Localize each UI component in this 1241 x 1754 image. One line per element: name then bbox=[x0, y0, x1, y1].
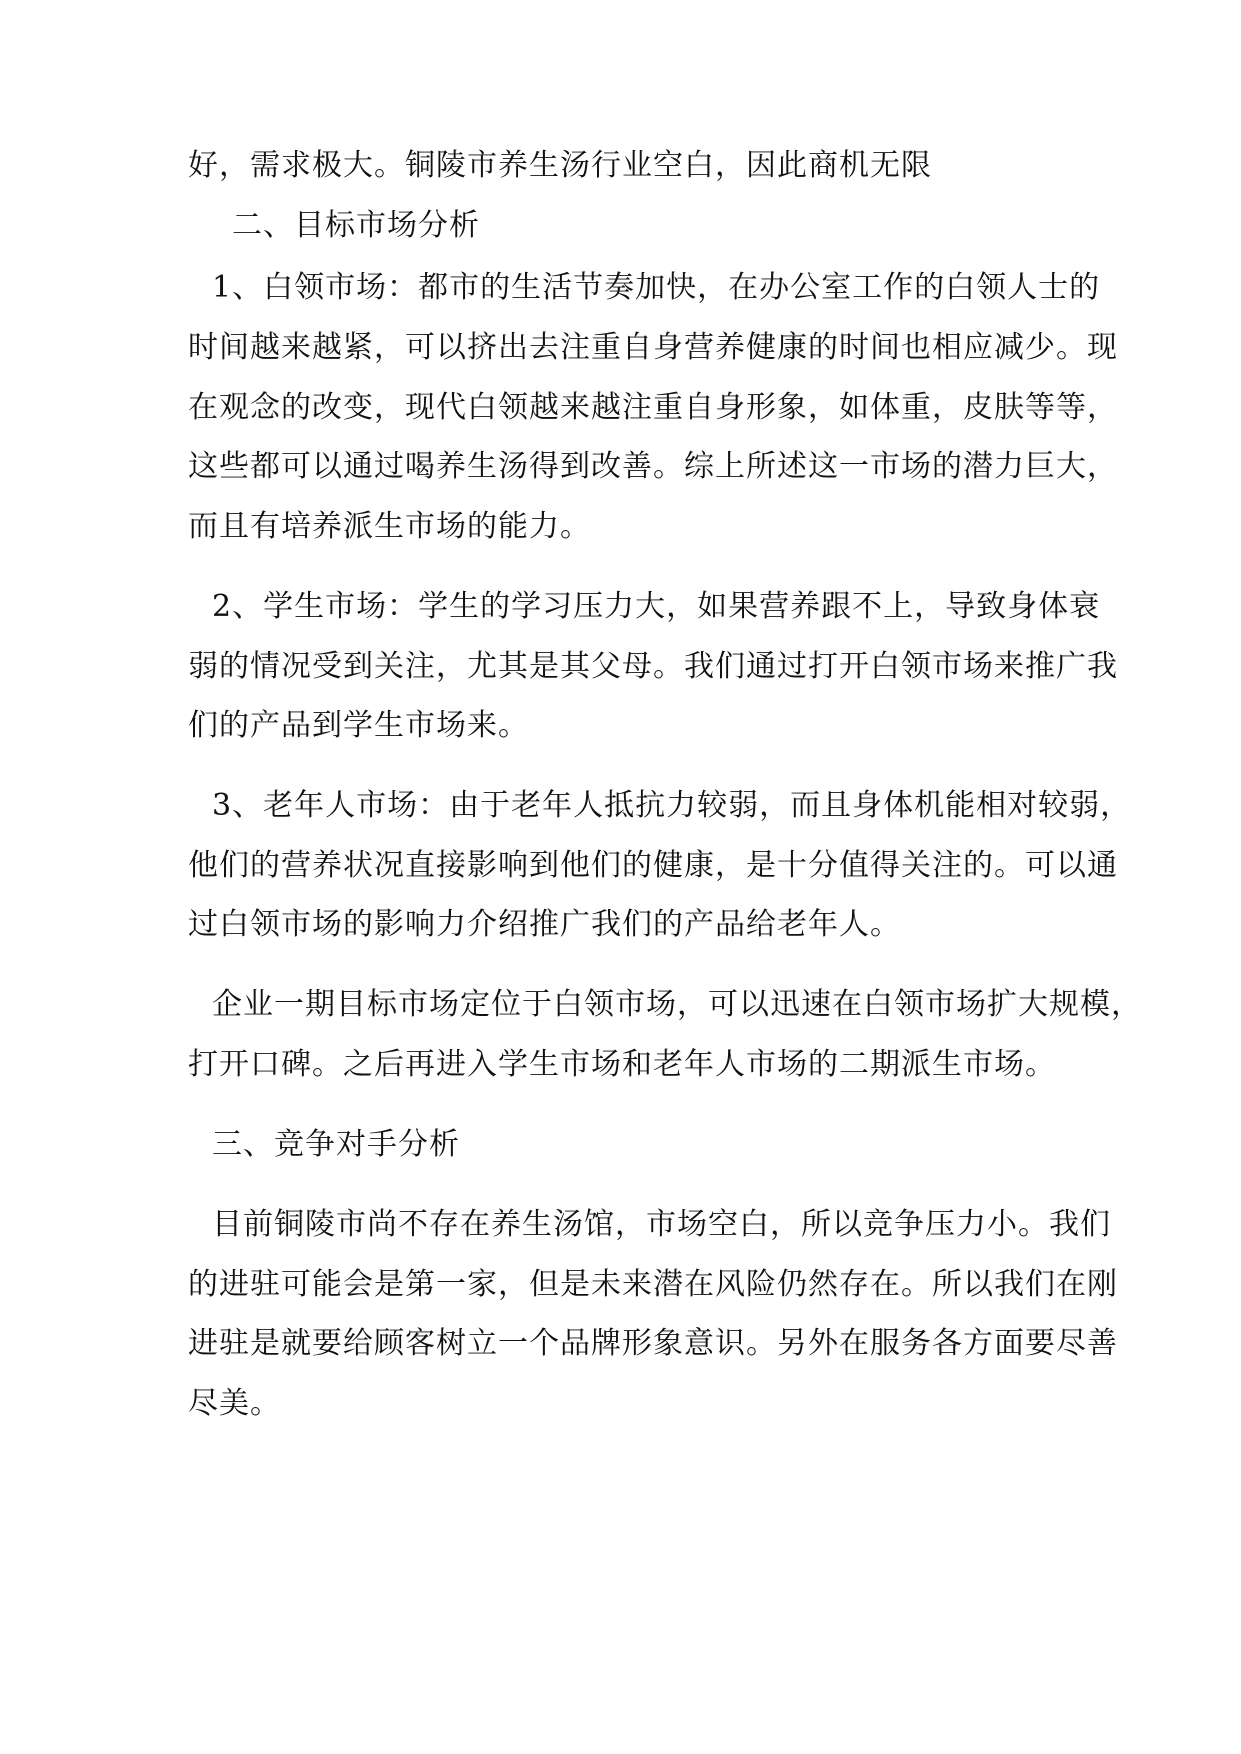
text-line-continuation: 好，需求极大。铜陵市养生汤行业空白，因此商机无限 bbox=[188, 148, 932, 183]
paragraph-line: 弱的情况受到关注，尤其是其父母。我们通过打开白领市场来推广我 bbox=[188, 649, 1118, 684]
section-heading-target-market: 二、目标市场分析 bbox=[232, 208, 480, 243]
paragraph-line: 1、白领市场：都市的生活节奏加快，在办公室工作的白领人士的 bbox=[212, 270, 1101, 305]
paragraph-line: 在观念的改变，现代白领越来越注重自身形象，如体重，皮肤等等， bbox=[188, 390, 1118, 425]
paragraph-line: 打开口碑。之后再进入学生市场和老年人市场的二期派生市场。 bbox=[188, 1047, 1056, 1082]
paragraph-line: 3、老年人市场：由于老年人抵抗力较弱，而且身体机能相对较弱， bbox=[212, 788, 1132, 823]
paragraph-line: 们的产品到学生市场来。 bbox=[188, 708, 529, 743]
paragraph-line: 这些都可以通过喝养生汤得到改善。综上所述这一市场的潜力巨大， bbox=[188, 449, 1118, 484]
paragraph-line: 目前铜陵市尚不存在养生汤馆，市场空白，所以竞争压力小。我们 bbox=[212, 1207, 1111, 1242]
paragraph-line: 企业一期目标市场定位于白领市场，可以迅速在白领市场扩大规模， bbox=[212, 987, 1142, 1022]
paragraph-line: 进驻是就要给顾客树立一个品牌形象意识。另外在服务各方面要尽善 bbox=[188, 1326, 1118, 1361]
paragraph-line: 的进驻可能会是第一家，但是未来潜在风险仍然存在。所以我们在刚 bbox=[188, 1267, 1118, 1302]
paragraph-line: 时间越来越紧，可以挤出去注重自身营养健康的时间也相应减少。现 bbox=[188, 330, 1118, 365]
paragraph-line: 尽美。 bbox=[188, 1386, 281, 1421]
section-heading-competitor-analysis: 三、竞争对手分析 bbox=[212, 1127, 460, 1162]
paragraph-line: 他们的营养状况直接影响到他们的健康，是十分值得关注的。可以通 bbox=[188, 848, 1118, 883]
paragraph-line: 过白领市场的影响力介绍推广我们的产品给老年人。 bbox=[188, 907, 901, 942]
paragraph-line: 而且有培养派生市场的能力。 bbox=[188, 509, 591, 544]
paragraph-line: 2、学生市场：学生的学习压力大，如果营养跟不上，导致身体衰 bbox=[212, 589, 1101, 624]
